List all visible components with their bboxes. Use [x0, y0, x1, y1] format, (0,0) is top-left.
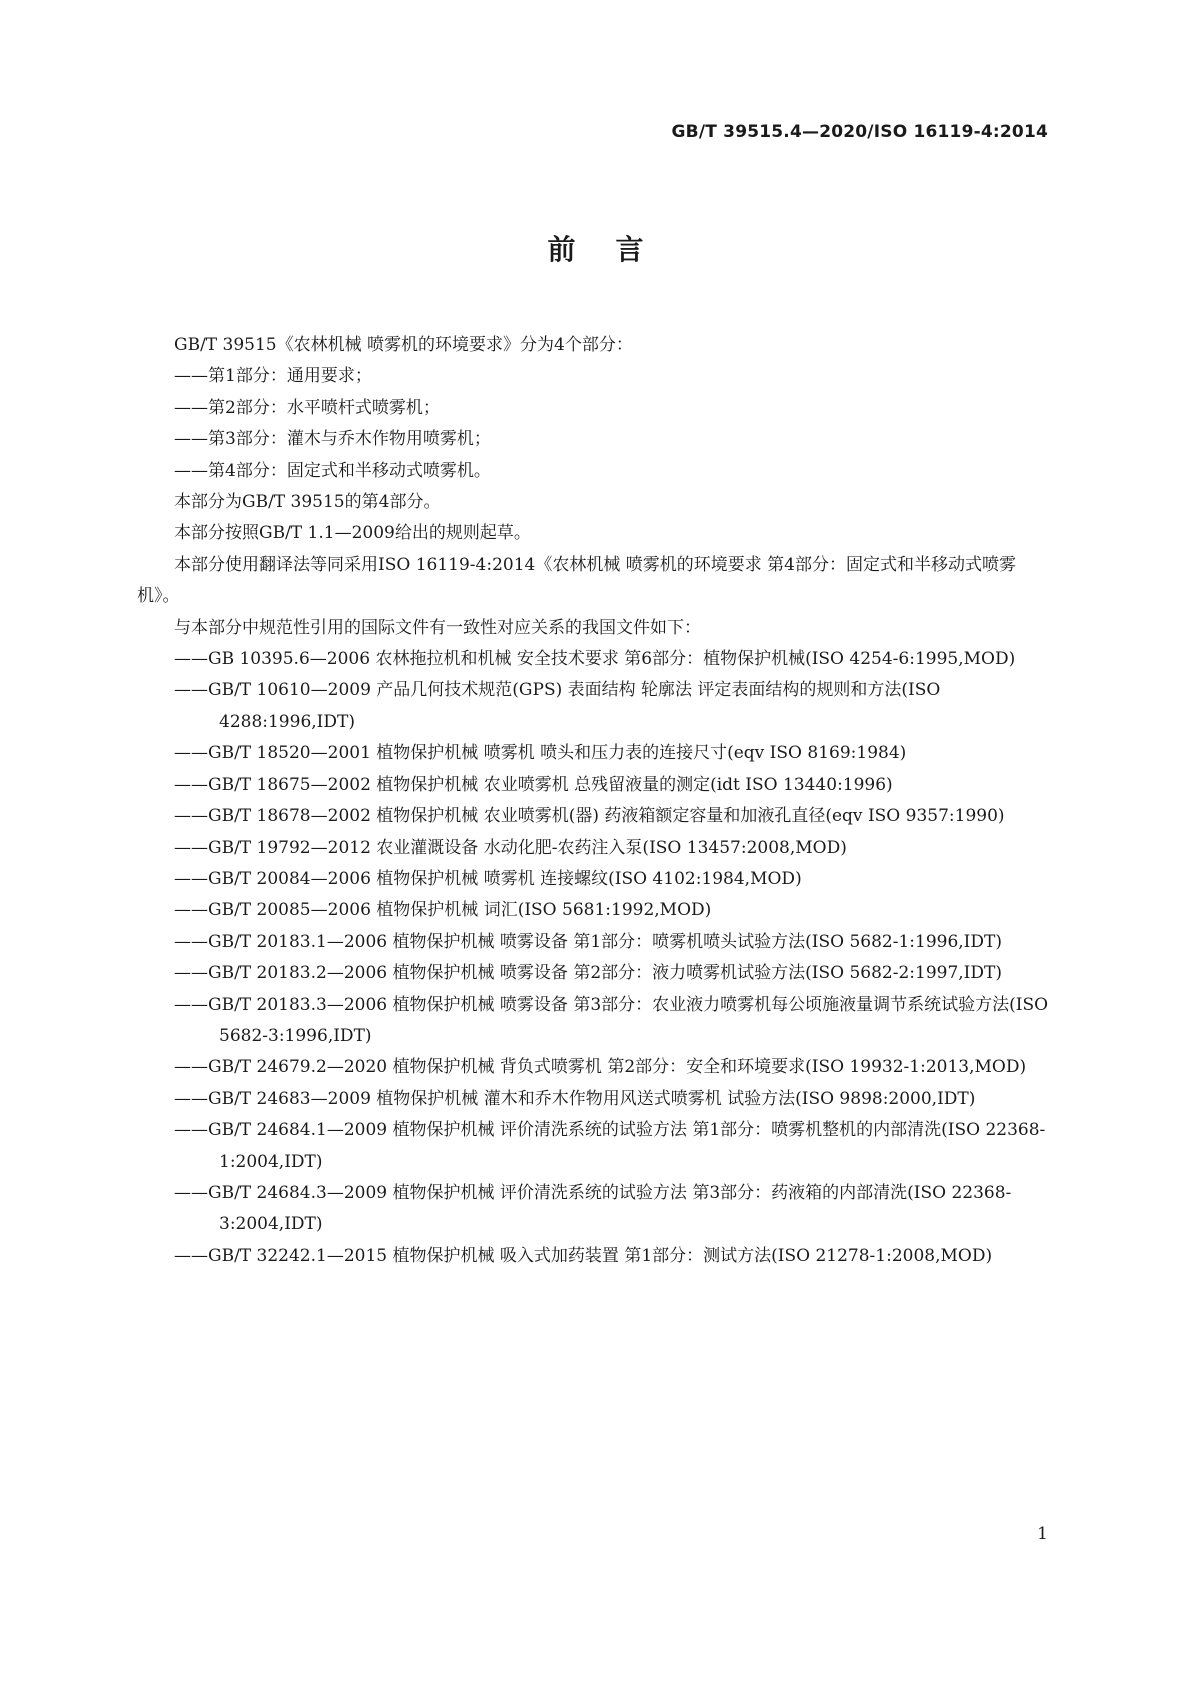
paragraph: 本部分为GB/T 39515的第4部分。	[174, 492, 441, 513]
reference-item: ——GB/T 24684.1—2009 植物保护机械 评价清洗系统的试验方法 第1部分：喷雾机整机的内部清洗(ISO 22368-1:2004,IDT)	[174, 1120, 1046, 1172]
reference-item: ——GB/T 20084—2006 植物保护机械 喷雾机 连接螺纹(ISO 4102:1984,MOD)	[174, 868, 802, 889]
reference-item: ——GB/T 24679.2—2020 植物保护机械 背负式喷雾机 第2部分：安全和环境要求(ISO 19932-1:2013,MOD)	[174, 1057, 1027, 1078]
reference-item: ——GB/T 24683—2009 植物保护机械 灌木和乔木作物用风送式喷雾机 试验方法(ISO 9898:2000,IDT)	[174, 1088, 976, 1109]
part-list-item: ——第3部分：灌木与乔木作物用喷雾机；	[174, 429, 491, 450]
part-list-item: ——第2部分：水平喷杆式喷雾机；	[174, 397, 440, 418]
paragraph: 与本部分中规范性引用的国际文件有一致性对应关系的我国文件如下：	[174, 617, 701, 638]
page-title: 前言	[547, 233, 684, 266]
paragraph: 本部分使用翻译法等同采用ISO 16119-4:2014《农林机械 喷雾机的环境要求 第4部分：固定式和半移动式喷雾机》。	[137, 554, 1016, 607]
reference-item: ——GB 10395.6—2006 农林拖拉机和机械 安全技术要求 第6部分：植物保护机械(ISO 4254-6:1995,MOD)	[174, 649, 1016, 670]
intro-paragraph: GB/T 39515《农林机械 喷雾机的环境要求》分为4个部分：	[174, 335, 633, 355]
reference-item: ——GB/T 18675—2002 植物保护机械 农业喷雾机 总残留液量的测定(idt ISO 13440:1996)	[174, 774, 893, 795]
standard-number-header: GB/T 39515.4—2020/ISO 16119-4:2014	[671, 122, 1048, 142]
part-list-item: ——第1部分：通用要求；	[174, 366, 372, 387]
reference-item: ——GB/T 32242.1—2015 植物保护机械 吸入式加药装置 第1部分：测试方法(ISO 21278-1:2008,MOD)	[174, 1245, 993, 1266]
reference-item: ——GB/T 20183.2—2006 植物保护机械 喷雾设备 第2部分：液力喷雾机试验方法(ISO 5682-2:1997,IDT)	[174, 963, 1003, 984]
reference-item: ——GB/T 18520—2001 植物保护机械 喷雾机 喷头和压力表的连接尺寸(eqv ISO 8169:1984)	[174, 743, 907, 764]
reference-item: ——GB/T 10610—2009 产品几何技术规范(GPS) 表面结构 轮廓法 评定表面结构的规则和方法(ISO 4288:1996,IDT)	[174, 680, 941, 732]
part-list-item: ——第4部分：固定式和半移动式喷雾机。	[174, 460, 491, 481]
reference-item: ——GB/T 24684.3—2009 植物保护机械 评价清洗系统的试验方法 第3部分：药液箱的内部清洗(ISO 22368-3:2004,IDT)	[174, 1182, 1012, 1235]
reference-item: ——GB/T 20085—2006 植物保护机械 词汇(ISO 5681:1992,MOD)	[174, 900, 712, 921]
paragraph: 本部分按照GB/T 1.1—2009给出的规则起草。	[174, 523, 531, 544]
document-body	[137, 330, 1049, 1272]
reference-item: ——GB/T 18678—2002 植物保护机械 农业喷雾机(器) 药液箱额定容量和加液孔直径(eqv ISO 9357:1990)	[174, 806, 1005, 827]
reference-item: ——GB/T 20183.3—2006 植物保护机械 喷雾设备 第3部分：农业液力喷雾机每公顷施液量调节系统试验方法(ISO 5682-3:1996,IDT)	[174, 994, 1049, 1046]
reference-item: ——GB/T 19792—2012 农业灌溉设备 水动化肥-农药注入泵(ISO 13457:2008,MOD)	[174, 837, 847, 858]
reference-item: ——GB/T 20183.1—2006 植物保护机械 喷雾设备 第1部分：喷雾机喷头试验方法(ISO 5682-1:1996,IDT)	[174, 931, 1003, 952]
page-number: 1	[1037, 1524, 1048, 1544]
